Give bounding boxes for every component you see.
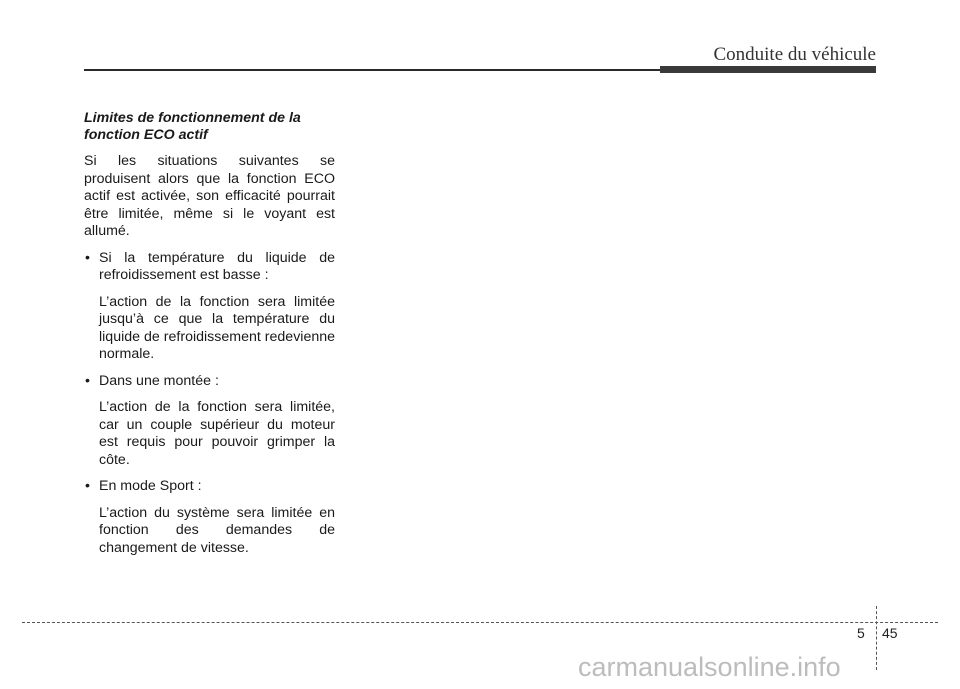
page-number: 45	[882, 625, 898, 641]
bullet-description: L’action de la fonction sera limitée, car un couple supérieur du moteur est requis pour pouvoir grimper la côte.	[99, 399, 335, 468]
watermark[interactable]: carmanualsonline.info	[578, 652, 841, 682]
bullet-icon: •	[85, 249, 90, 266]
chapter-number: 5	[857, 625, 865, 641]
section-heading-line2: fonction ECO actif	[84, 127, 208, 143]
bullet-item	[84, 478, 335, 557]
section-heading-line1: Limites de fonctionnement de la	[84, 110, 301, 126]
footer-dashed-rule	[22, 622, 938, 623]
section-heading	[84, 110, 335, 144]
bullet-item	[84, 373, 335, 470]
bullet-lead: Si la température du liquide de refroidissement est basse :	[99, 249, 335, 283]
header-rule-thin	[84, 69, 664, 71]
header-rule-thick	[660, 66, 876, 73]
chapter-title: Conduite du véhicule	[713, 44, 876, 65]
bullet-icon: •	[85, 372, 90, 389]
bullet-description: L’action du système sera limitée en fonction des demandes de changement de vitesse.	[99, 504, 335, 556]
bullet-lead: Dans une montée :	[99, 372, 219, 389]
bullet-lead: En mode Sport :	[99, 478, 202, 494]
bullet-item	[84, 250, 335, 364]
content-column	[84, 110, 335, 566]
intro-paragraph: Si les situations suivantes se produisent alors que la fonction ECO actif est activée, son efficacité pourrait être limitée, même si le voyant est allumé.	[84, 153, 335, 239]
bullet-description: L’action de la fonction sera limitée jusqu’à ce que la température du liquide de refroidissement redevienne normale.	[99, 293, 335, 362]
footer-vertical-divider	[876, 606, 877, 670]
bullet-icon: •	[85, 478, 90, 494]
